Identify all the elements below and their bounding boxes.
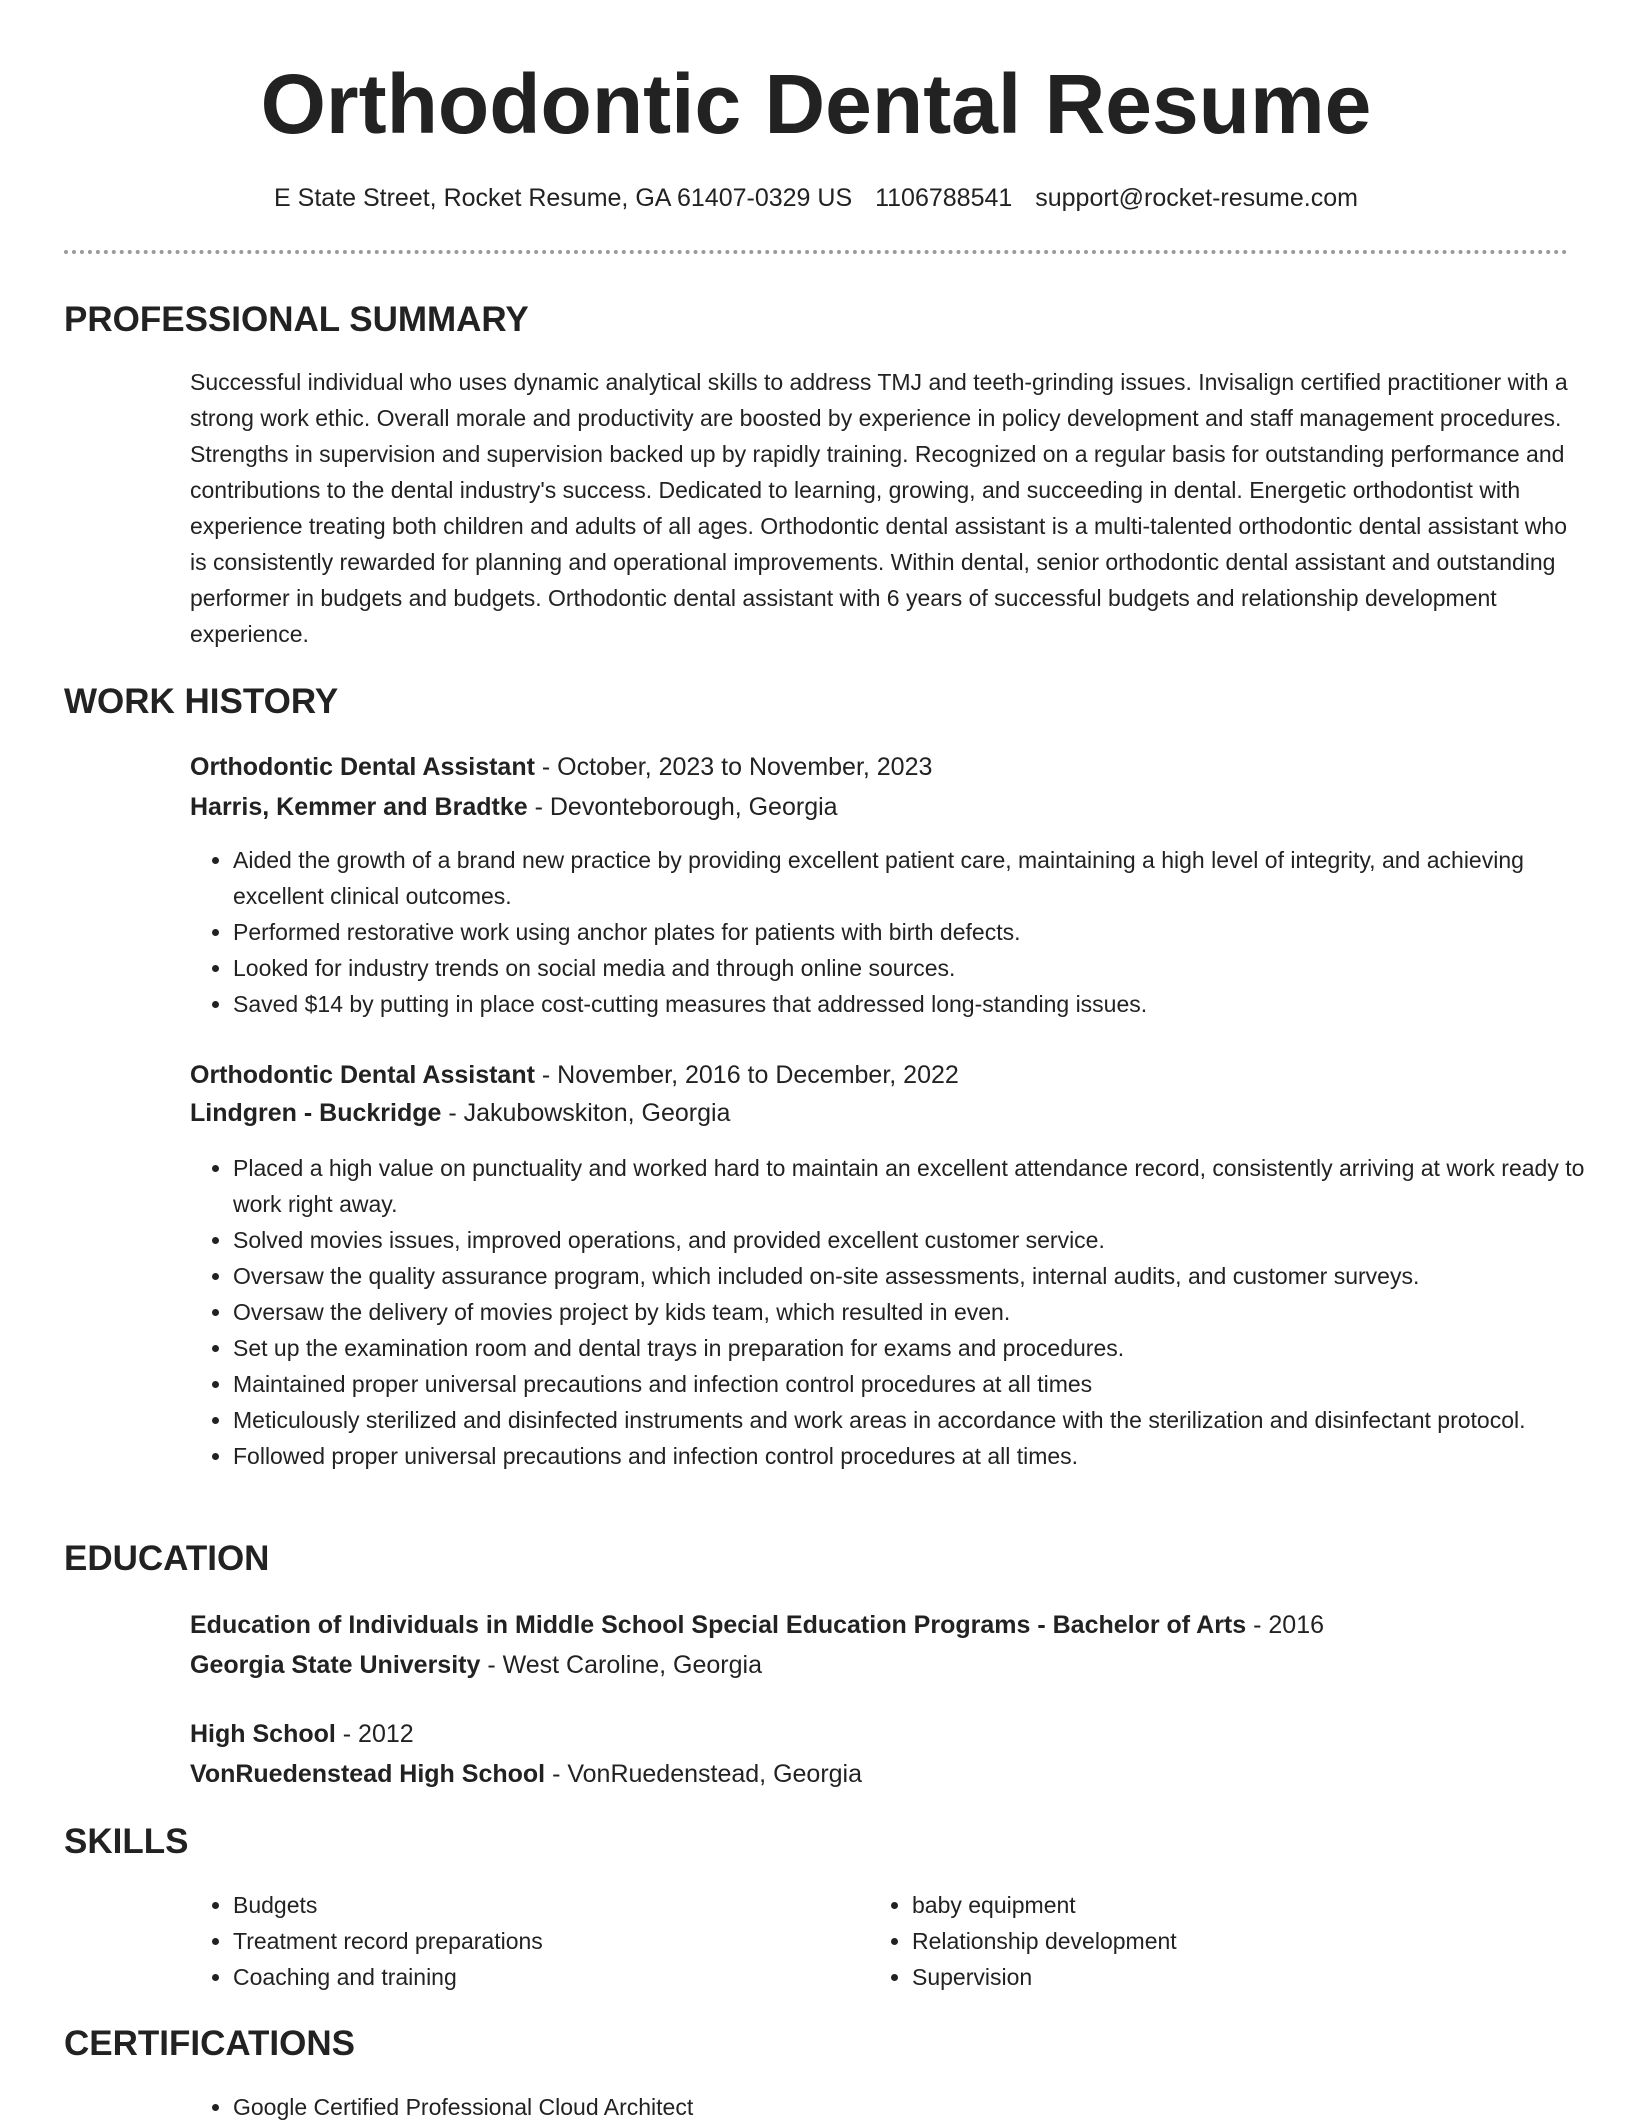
contact-address: E State Street, Rocket Resume, GA 61407-0329 US — [274, 184, 853, 212]
list-item: • Looked for industry trends on social media and through online sources. — [233, 950, 1613, 986]
job-location: - Devonteborough, Georgia — [527, 793, 838, 821]
contact-line — [0, 180, 1632, 216]
education-degree-line — [190, 1715, 414, 1753]
list-item: • Solved movies issues, improved operations, and provided excellent customer service. — [233, 1222, 1613, 1258]
job-title-line — [190, 1056, 959, 1094]
education-school: Georgia State University — [190, 1651, 481, 1679]
list-item: • Coaching and training — [233, 1959, 853, 1995]
certifications-list — [190, 2089, 1613, 2125]
job-duties-list — [190, 1150, 1613, 1474]
skills-list-right — [869, 1887, 1532, 1995]
education-school: VonRuedenstead High School — [190, 1760, 546, 1788]
job-dates: - November, 2016 to December, 2022 — [534, 1061, 959, 1089]
contact-email: support@rocket-resume.com — [1035, 184, 1358, 212]
job-location: - Jakubowskiton, Georgia — [441, 1099, 731, 1127]
list-item: • Relationship development — [912, 1923, 1532, 1959]
list-item: • Saved $14 by putting in place cost-cutting measures that addressed long-standing issues. — [233, 986, 1613, 1022]
list-item: • Set up the examination room and dental trays in preparation for exams and procedures. — [233, 1330, 1613, 1366]
job-company-line — [190, 788, 838, 826]
list-item: • Aided the growth of a brand new practice by providing excellent patient care, maintaining a high level of integrity, and achieving excellent clinical outcomes. — [233, 842, 1613, 914]
job-role: Orthodontic Dental Assistant — [190, 753, 535, 781]
job-duties-list — [190, 842, 1613, 1022]
work-heading: WORK HISTORY — [64, 682, 339, 721]
list-item: • Supervision — [912, 1959, 1532, 1995]
summary-text: Successful individual who uses dynamic analytical skills to address TMJ and teeth-grinding issues. Invisalign certified practitioner with a strong work ethic. Overall morale and productivity are boosted by experience in policy development and staff management procedures. Strengths in supervision and supervision backed up by rapidly training. Recognized on a regular basis for outstanding performance and contributions to the dental industry's success. Dedicated to learning, growing, and succeeding in dental. Energetic orthodontist with experience treating both children and adults of all ages. Orthodontic dental assistant is a multi-talented orthodontic dental assistant who is consistently rewarded for planning and operational improvements. Within dental, senior orthodontic dental assistant and outstanding performer in budgets and budgets. Orthodontic dental assistant with 6 years of successful budgets and relationship development experience. — [190, 369, 1568, 647]
list-item: • Meticulously sterilized and disinfected instruments and work areas in accordance with the sterilization and disinfectant protocol. — [233, 1402, 1613, 1438]
list-item: • Maintained proper universal precautions and infection control procedures at all times — [233, 1366, 1613, 1402]
education-degree-line — [190, 1606, 1324, 1644]
education-degree: High School — [190, 1720, 336, 1748]
skills-heading: SKILLS — [64, 1822, 189, 1861]
job-role: Orthodontic Dental Assistant — [190, 1061, 535, 1089]
list-item: • Performed restorative work using anchor plates for patients with birth defects. — [233, 914, 1613, 950]
skills-list-left — [190, 1887, 853, 1995]
list-item: • Budgets — [233, 1887, 853, 1923]
education-degree: Education of Individuals in Middle School Special Education Programs - Bachelor of Arts — [190, 1611, 1247, 1639]
list-item: • Oversaw the delivery of movies project by kids team, which resulted in even. — [233, 1294, 1613, 1330]
education-location: - VonRuedenstead, Georgia — [545, 1760, 863, 1788]
list-item: • Google Certified Professional Cloud Architect — [233, 2089, 1613, 2125]
resume-title: Orthodontic Dental Resume — [260, 57, 1372, 151]
job-dates: - October, 2023 to November, 2023 — [534, 753, 933, 781]
list-item: • Placed a high value on punctuality and worked hard to maintain an excellent attendance record, consistently arriving at work ready to work right away. — [233, 1150, 1613, 1222]
header-divider — [64, 250, 1568, 254]
list-item: • Oversaw the quality assurance program, which included on-site assessments, internal audits, and customer surveys. — [233, 1258, 1613, 1294]
education-year: - 2016 — [1246, 1611, 1325, 1639]
list-item: • Followed proper universal precautions and infection control procedures at all times. — [233, 1438, 1613, 1474]
education-heading: EDUCATION — [64, 1539, 270, 1578]
summary-heading: PROFESSIONAL SUMMARY — [64, 300, 529, 339]
job-company: Lindgren - Buckridge — [190, 1099, 442, 1127]
education-school-line — [190, 1755, 862, 1793]
education-school-line — [190, 1646, 762, 1684]
job-company: Harris, Kemmer and Bradtke — [190, 793, 528, 821]
list-item: • baby equipment — [912, 1887, 1532, 1923]
list-item: • Treatment record preparations — [233, 1923, 853, 1959]
job-company-line — [190, 1094, 730, 1132]
education-location: - West Caroline, Georgia — [480, 1651, 762, 1679]
job-title-line — [190, 748, 932, 786]
contact-phone: 1106788541 — [875, 184, 1013, 212]
education-year: - 2012 — [335, 1720, 414, 1748]
certifications-heading: CERTIFICATIONS — [64, 2024, 356, 2063]
